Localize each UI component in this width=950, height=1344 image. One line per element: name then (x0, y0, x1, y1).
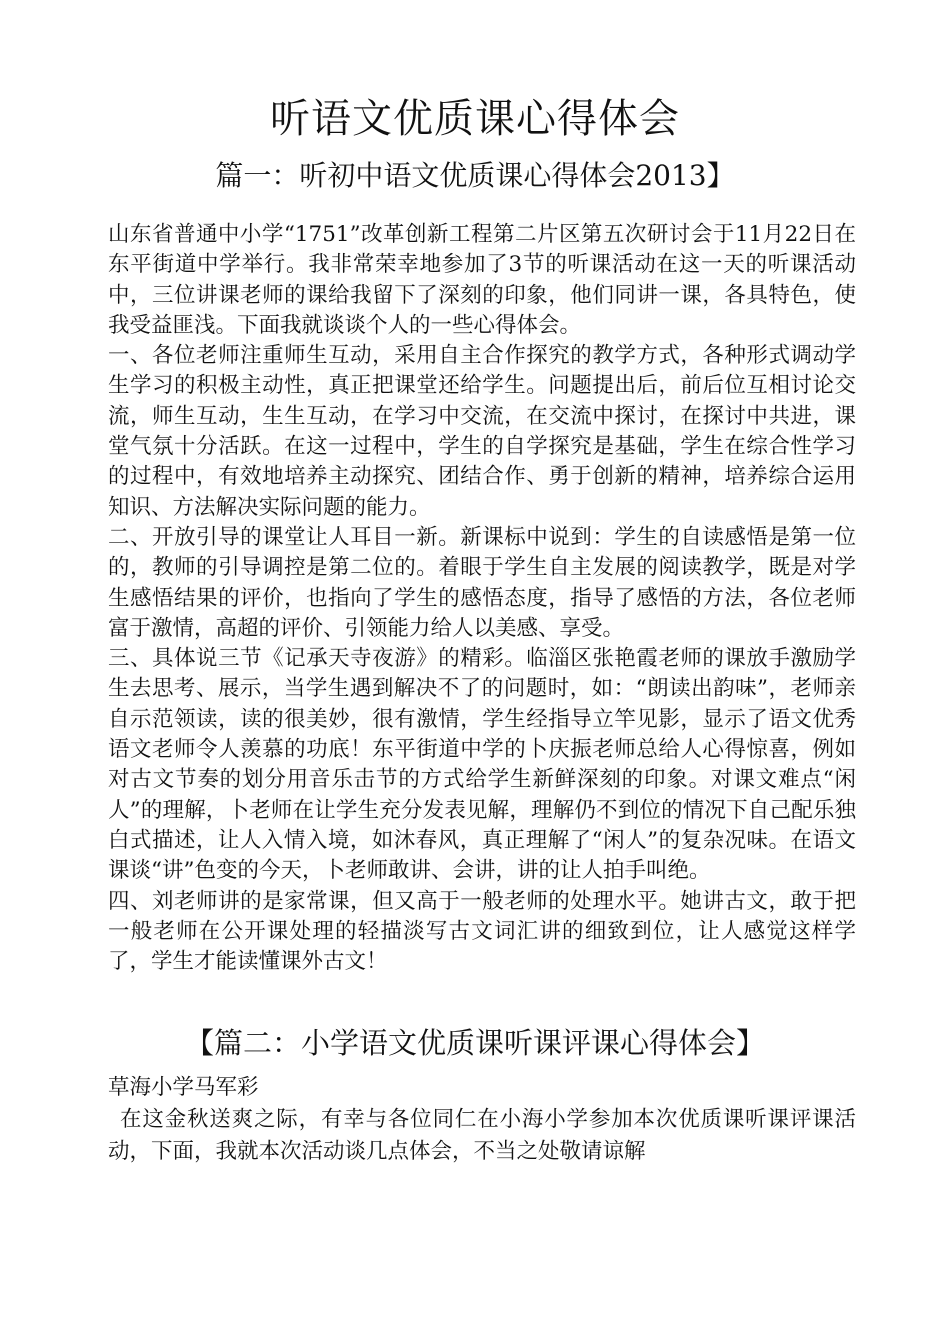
section1-paragraph-intro: 山东省普通中小学“1751”改革创新工程第二片区第五次研讨会于11月22日在东平街道中学举行。我非常荣幸地参加了3节的听课活动在这一天的听课活动中，三位讲课老师的课给我留下了深刻的印象，他们同讲一课，各具特色，使我受益匪浅。下面我就谈谈个人的一些心得体会。 (108, 222, 856, 338)
section2-heading: 【篇二：小学语文优质课听课评课心得体会】 (184, 1026, 765, 1060)
section1-paragraph-point-4: 四、刘老师讲的是家常课，但又高于一般老师的处理水平。她讲古文，敢于把一般老师在公开课处理的轻描淡写古文词汇讲的细致到位，让人感觉这样学了，学生才能读懂课外古文！ (108, 888, 856, 975)
section2-author: 草海小学马军彩 (108, 1075, 259, 1100)
section2-body (108, 1072, 856, 1168)
document-title: 听语文优质课心得体会 (270, 96, 680, 142)
section1-paragraph-point-1: 一、各位老师注重师生互动，采用自主合作探究的教学方式，各种形式调动学生学习的积极主动性，真正把课堂还给学生。问题提出后，前后位互相讨论交流，师生互动，生生互动，在学习中交流，在交流中探讨，在探讨中共进，课堂气氛十分活跃。在这一过程中，学生的自学探究是基础，学生在综合性学习的过程中，有效地培养主动探究、团结合作、勇于创新的精神，培养综合运用知识、方法解决实际问题的能力。 (108, 343, 856, 520)
section1-paragraph-point-2: 二、开放引导的课堂让人耳目一新。新课标中说到：学生的自读感悟是第一位的，教师的引导调控是第二位的。着眼于学生自主发展的阅读教学，既是对学生感悟结果的评价，也指向了学生的感悟态度，指导了感悟的方法，各位老师富于激情，高超的评价、引领能力给人以美感、享受。 (108, 524, 856, 641)
section1-paragraph-point-3: 三、具体说三节《记承天寺夜游》的精彩。临淄区张艳霞老师的课放手激励学生去思考、展示，当学生遇到解决不了的问题时，如：“朗读出韵味”，老师亲自示范领读，读的很美妙，很有激情，学生经指导立竿见影，显示了语文优秀语文老师令人羡慕的功底！东平街道中学的卜庆振老师总给人心得惊喜，例如对古文节奏的划分用音乐击节的方式给学生新鲜深刻的印象。对课文难点“闲人”的理解，卜老师在让学生充分发表见解，理解仍不到位的情况下自己配乐独白式描述，让人入情入境，如沐春风，真正理解了“闲人”的复杂况味。在语文课谈“讲”色变的今天，卜老师敢讲、会讲，讲的让人拍手叫绝。 (108, 646, 856, 884)
section1-body (108, 220, 856, 977)
section2-paragraph: 在这金秋送爽之际，有幸与各位同仁在小海小学参加本次优质课听课评课活动，下面，我就本次活动谈几点体会，不当之处敬请谅解 (108, 1107, 856, 1164)
section1-heading: 篇一：听初中语文优质课心得体会2013】 (215, 159, 735, 192)
